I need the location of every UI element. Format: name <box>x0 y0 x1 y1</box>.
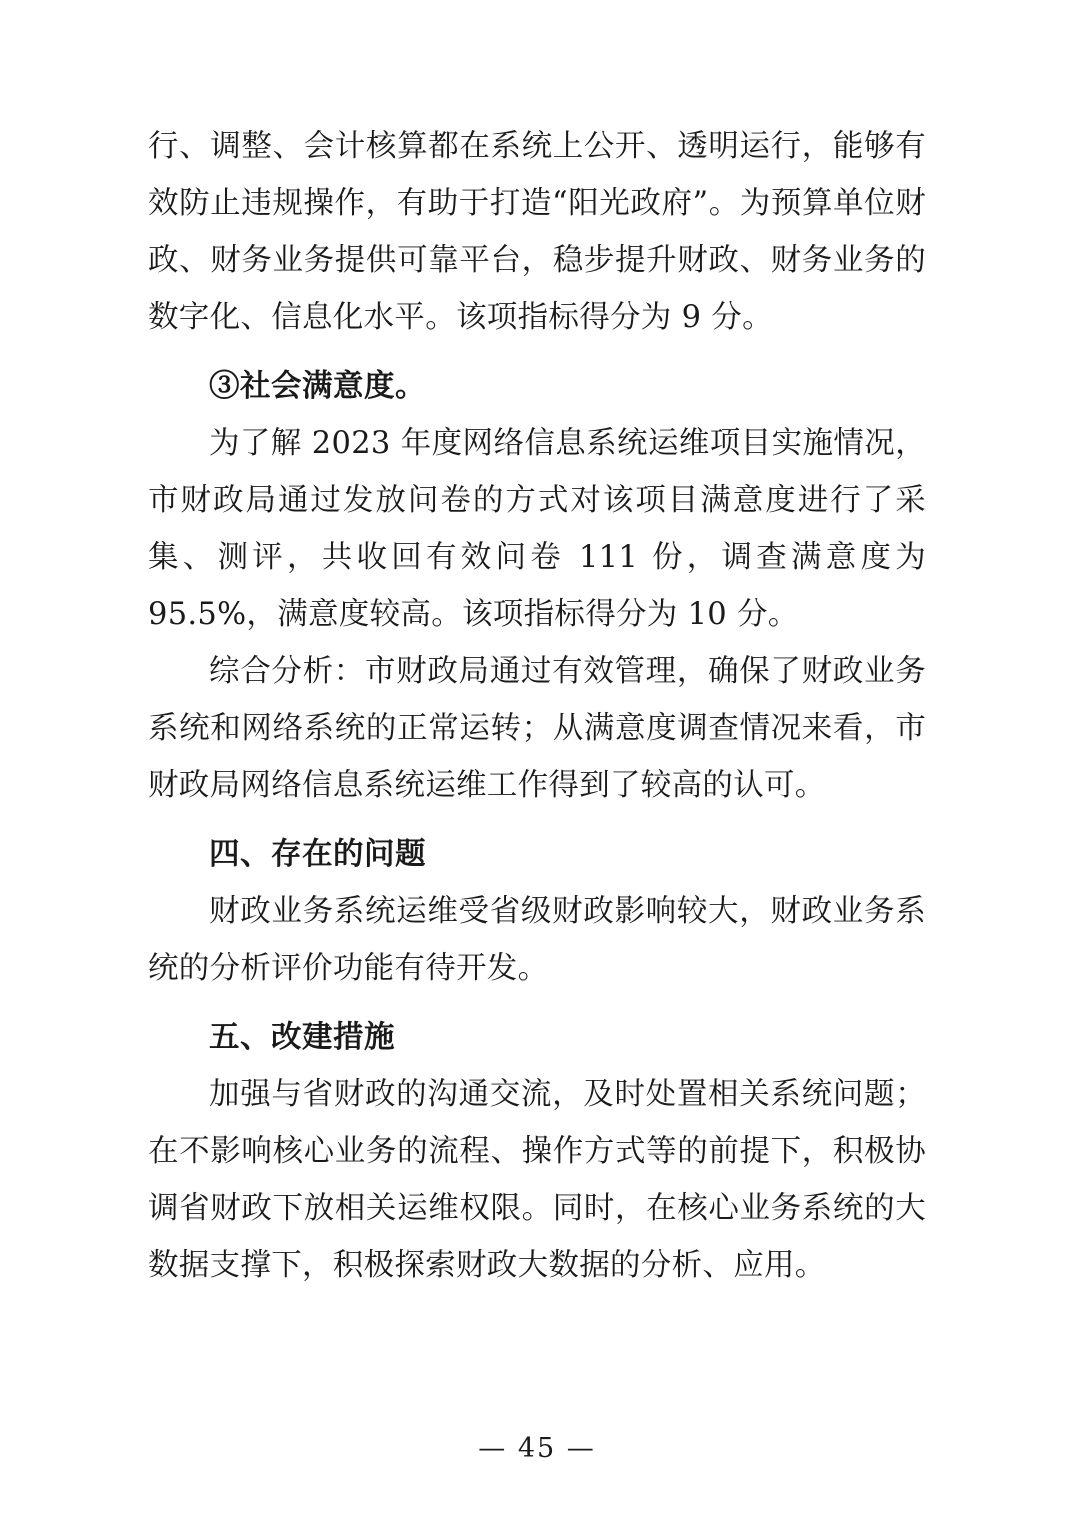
heading-section-four: 四、存在的问题 <box>209 836 426 872</box>
paragraph-spacer <box>148 346 926 358</box>
heading-section-five: 五、改建措施 <box>209 1019 395 1055</box>
paragraph-measures: 加强与省财政的沟通交流，及时处置相关系统问题；在不影响核心业务的流程、操作方式等的前提下，积极协调省财政下放相关运维权限。同时，在核心业务系统的大数据支撑下，积极探索财政大数据的分析、应用。 <box>148 1077 926 1283</box>
paragraph-comprehensive-analysis: 综合分析：市财政局通过有效管理，确保了财政业务系统和网络系统的正常运转；从满意度调查情况来看，市财政局网络信息系统运维工作得到了较高的认可。 <box>148 654 926 803</box>
page-number: — 45 — <box>478 1433 596 1464</box>
paragraph-problems: 财政业务系统运维受省级财政影响较大，财政业务系统的分析评价功能有待开发。 <box>148 894 926 986</box>
section-spacer-five <box>148 997 926 1009</box>
heading-social-satisfaction: ③社会满意度。 <box>209 368 426 404</box>
paragraph-continued: 行、调整、会计核算都在系统上公开、透明运行，能够有效防止违规操作，有助于打造“阳光政府”。为预算单位财政、财务业务提供可靠平台，稳步提升财政、财务业务的数字化、信息化水平。该项指标得分为 9 分。 <box>148 129 926 335</box>
paragraph-survey: 为了解 2023 年度网络信息系统运维项目实施情况，市财政局通过发放问卷的方式对该项目满意度进行了采集、测评，共收回有效问卷 111 份，调查满意度为 95.5%，满意度较高。该项指标得分为 10 分。 <box>148 426 926 632</box>
section-spacer-four <box>148 814 926 826</box>
